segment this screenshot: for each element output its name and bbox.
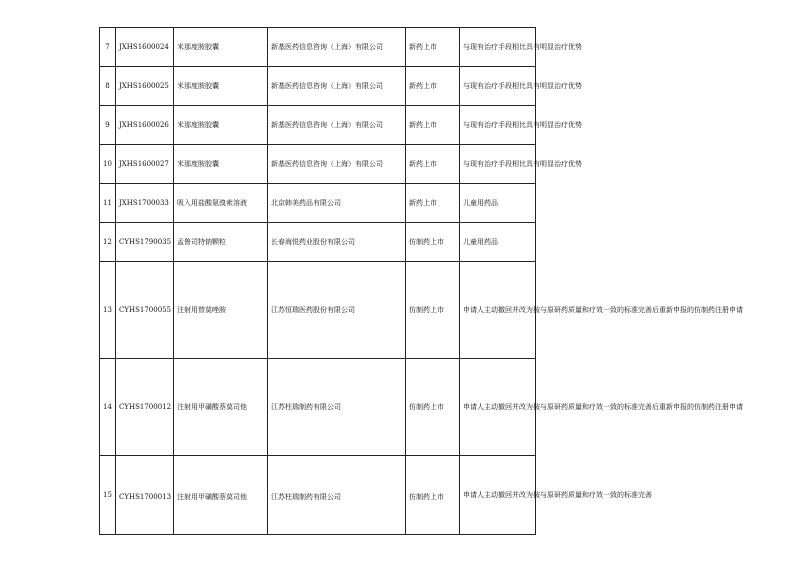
drug-name: 吸入用盐酸氨溴索溶液 xyxy=(174,184,268,223)
drug-name: 注射用甲磺酸萘莫司他 xyxy=(174,359,268,456)
application-type: 仿制药上市 xyxy=(406,223,460,262)
drug-name: 米那度胺胶囊 xyxy=(174,28,268,67)
drug-name: 米那度胺胶囊 xyxy=(174,67,268,106)
acceptance-code: CYHS1700012 xyxy=(116,359,174,456)
priority-reason: 申请人主动撤回并改为按与原研药质量和疗效一致的标准完善后重新申报的仿制药注册申请 xyxy=(460,359,536,456)
row-number: 11 xyxy=(100,184,116,223)
row-number: 15 xyxy=(100,456,116,535)
application-type: 仿制药上市 xyxy=(406,456,460,535)
company-name: 北京韩美药品有限公司 xyxy=(268,184,406,223)
acceptance-code: CYHS1700013 xyxy=(116,456,174,535)
company-name: 长春海悦药业股份有限公司 xyxy=(268,223,406,262)
row-number: 7 xyxy=(100,28,116,67)
row-number: 14 xyxy=(100,359,116,456)
row-number: 10 xyxy=(100,145,116,184)
company-name: 江苏柱瑞制药有限公司 xyxy=(268,359,406,456)
company-name: 新基医药信息咨询（上海）有限公司 xyxy=(268,106,406,145)
table-row xyxy=(100,106,536,145)
row-number: 8 xyxy=(100,67,116,106)
acceptance-code: JXHS1700033 xyxy=(116,184,174,223)
application-type: 仿制药上市 xyxy=(406,359,460,456)
table-body xyxy=(100,28,743,535)
acceptance-code: JXHS1600025 xyxy=(116,67,174,106)
row-number: 13 xyxy=(100,262,116,359)
application-type: 新药上市 xyxy=(406,67,460,106)
row-number: 12 xyxy=(100,223,116,262)
drug-name: 孟鲁司特钠颗粒 xyxy=(174,223,268,262)
company-name: 新基医药信息咨询（上海）有限公司 xyxy=(268,28,406,67)
drug-name: 米那度胺胶囊 xyxy=(174,145,268,184)
priority-reason: 与现有治疗手段相比具有明显治疗优势 xyxy=(460,106,536,145)
priority-reason: 与现有治疗手段相比具有明显治疗优势 xyxy=(460,67,536,106)
priority-reason: 儿童用药品 xyxy=(460,223,536,262)
drug-name: 米那度胺胶囊 xyxy=(174,106,268,145)
row-number: 9 xyxy=(100,106,116,145)
table-row xyxy=(100,456,536,535)
priority-reason: 申请人主动撤回并改为按与原研药质量和疗效一致的标准完善后重新申报的仿制药注册申请 xyxy=(460,262,536,359)
drug-name: 注射用甲磺酸萘莫司他 xyxy=(174,456,268,535)
priority-reason: 与现有治疗手段相比具有明显治疗优势 xyxy=(460,28,536,67)
table-row xyxy=(100,262,536,359)
acceptance-code: JXHS1600027 xyxy=(116,145,174,184)
company-name: 新基医药信息咨询（上海）有限公司 xyxy=(268,145,406,184)
company-name: 新基医药信息咨询（上海）有限公司 xyxy=(268,67,406,106)
priority-reason: 儿童用药品 xyxy=(460,184,536,223)
application-type: 新药上市 xyxy=(406,106,460,145)
acceptance-code: CYHS1790035 xyxy=(116,223,174,262)
application-type: 仿制药上市 xyxy=(406,262,460,359)
priority-reason: 与现有治疗手段相比具有明显治疗优势 xyxy=(460,145,536,184)
acceptance-code: JXHS1600026 xyxy=(116,106,174,145)
table-row xyxy=(100,28,536,67)
application-type: 新药上市 xyxy=(406,28,460,67)
acceptance-code: CYHS1700055 xyxy=(116,262,174,359)
application-type: 新药上市 xyxy=(406,145,460,184)
company-name: 江苏恒瑞医药股份有限公司 xyxy=(268,262,406,359)
drug-name: 注射用替莫唑胺 xyxy=(174,262,268,359)
table-row xyxy=(100,67,536,106)
application-type: 新药上市 xyxy=(406,184,460,223)
priority-review-table xyxy=(99,27,743,535)
table-row xyxy=(100,223,536,262)
priority-reason: 申请人主动撤回并改为按与原研药质量和疗效一致的标准完善 xyxy=(460,456,536,535)
table-row xyxy=(100,145,536,184)
company-name: 江苏柱瑞制药有限公司 xyxy=(268,456,406,535)
table-row xyxy=(100,359,536,456)
table-row xyxy=(100,184,536,223)
acceptance-code: JXHS1600024 xyxy=(116,28,174,67)
